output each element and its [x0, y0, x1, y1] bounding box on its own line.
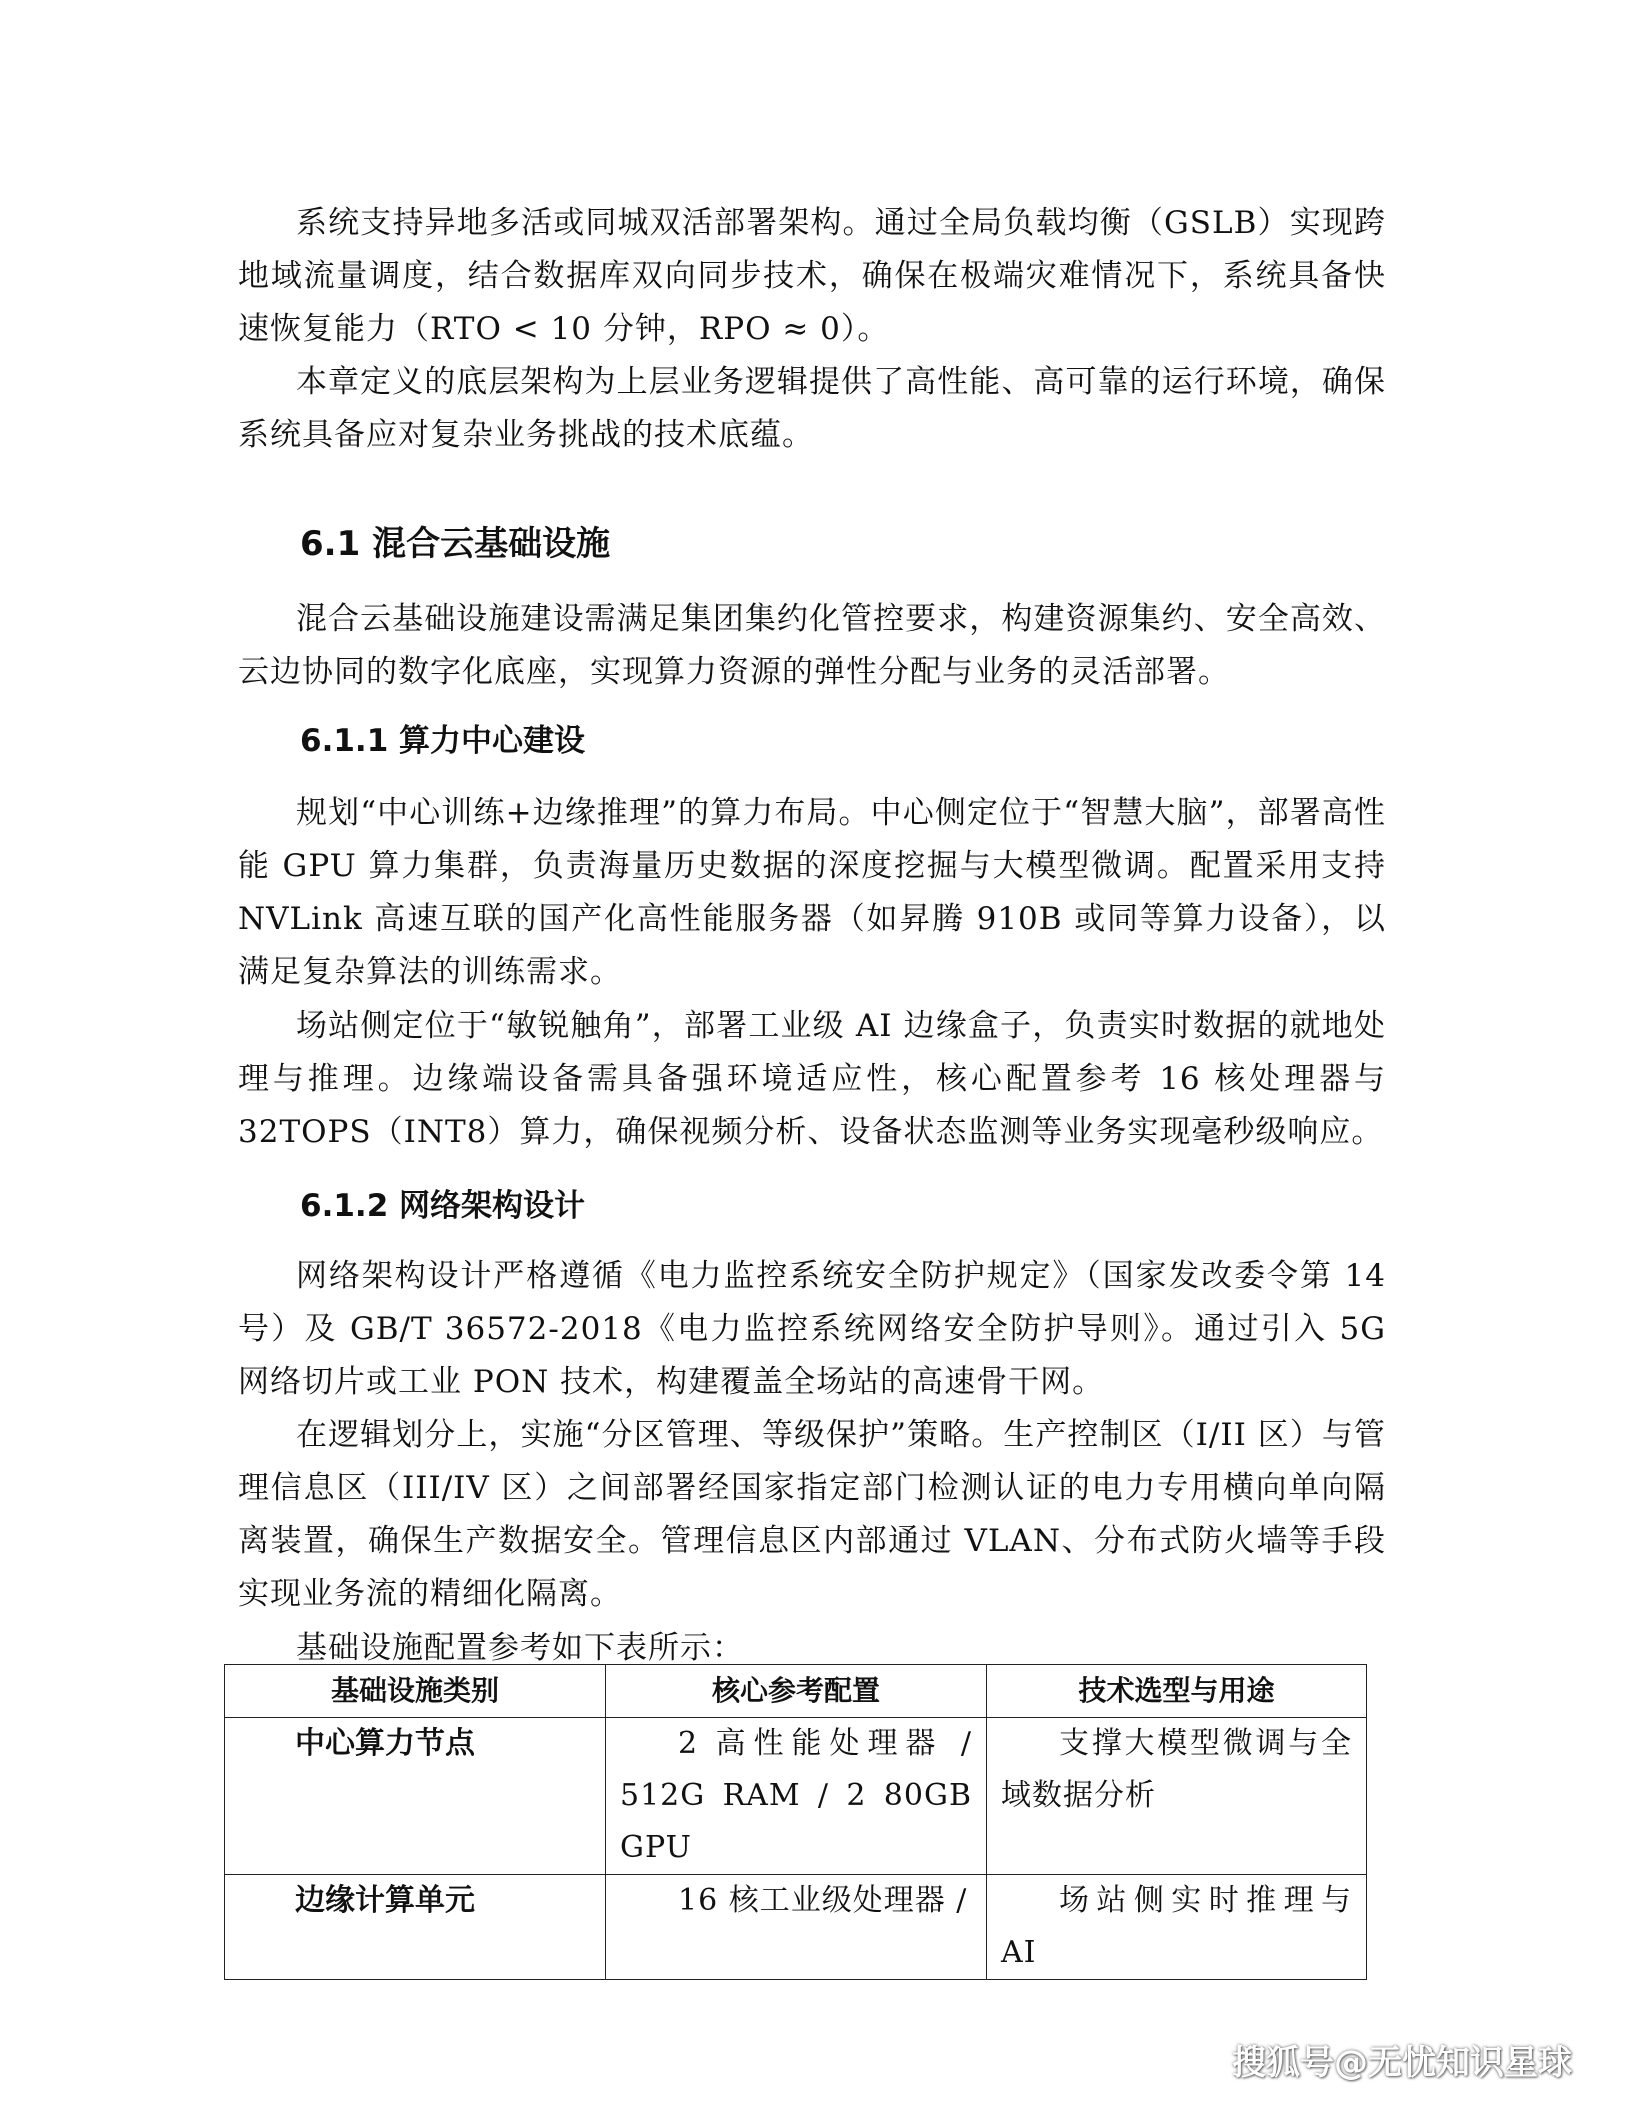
section-heading-6-1-1: 6.1.1 算力中心建设	[300, 723, 586, 759]
paragraph-network-standards: 网络架构设计严格遵循《电力监控系统安全防护规定》（国家发改委令第 14 号）及 GB/T 36572-2018《电力监控系统网络安全防护导则》。通过引入 5G 网络切片或工业 PON 技术，构建覆盖全场站的高速骨干网。	[238, 1258, 1386, 1400]
paragraph-chapter-summary: 本章定义的底层架构为上层业务逻辑提供了高性能、高可靠的运行环境，确保系统具备应对复杂业务挑战的技术底蕴。	[238, 364, 1386, 453]
table-header-cell: 基础设施类别	[225, 1665, 606, 1718]
paragraph-zone-isolation: 在逻辑划分上，实施“分区管理、等级保护”策略。生产控制区（I/II 区）与管理信息区（III/IV 区）之间部署经国家指定部门检测认证的电力专用横向单向隔离装置，确保生产数据安全。管理信息区内部通过 VLAN、分布式防火墙等手段实现业务流的精细化隔离。	[238, 1417, 1386, 1612]
table-header-cell: 核心参考配置	[606, 1665, 987, 1718]
section-heading-6-1-2: 6.1.2 网络架构设计	[300, 1188, 586, 1224]
watermark: 搜狐号@无忧知识星球	[1232, 2043, 1572, 2083]
table-cell-config: 2 高性能处理器 / 512G RAM / 2 80GB GPU	[606, 1718, 987, 1875]
section-heading-6-1: 6.1 混合云基础设施	[300, 524, 611, 564]
table-header-row	[225, 1665, 1367, 1718]
paragraph-compute-center: 规划“中心训练+边缘推理”的算力布局。中心侧定位于“智慧大脑”，部署高性能 GPU 算力集群，负责海量历史数据的深度挖掘与大模型微调。配置采用支持 NVLink 高速互联的国产化高性能服务器（如昇腾 910B 或同等算力设备），以满足复杂算法的训练需求。	[238, 795, 1386, 990]
paragraph-table-intro: 基础设施配置参考如下表所示：	[296, 1630, 744, 1666]
paragraph-disaster-recovery: 系统支持异地多活或同城双活部署架构。通过全局负载均衡（GSLB）实现跨地域流量调度，结合数据库双向同步技术，确保在极端灾难情况下，系统具备快速恢复能力（RTO < 10 分钟，RPO ≈ 0）。	[238, 205, 1386, 347]
table-cell-usage: 场站侧实时推理与 AI	[987, 1875, 1367, 1980]
table-cell-category: 边缘计算单元	[225, 1875, 606, 1980]
table-row	[225, 1875, 1367, 1980]
table-row	[225, 1718, 1367, 1875]
infrastructure-config-table	[224, 1664, 1367, 1980]
table-cell-category: 中心算力节点	[225, 1718, 606, 1875]
table-header-cell: 技术选型与用途	[987, 1665, 1367, 1718]
table-cell-config: 16 核工业级处理器 /	[606, 1875, 987, 1980]
table-cell-usage: 支撑大模型微调与全域数据分析	[987, 1718, 1367, 1875]
paragraph-edge-station: 场站侧定位于“敏锐触角”，部署工业级 AI 边缘盒子，负责实时数据的就地处理与推理。边缘端设备需具备强环境适应性，核心配置参考 16 核处理器与 32TOPS（INT8）算力，确保视频分析、设备状态监测等业务实现毫秒级响应。	[238, 1008, 1386, 1150]
paragraph-hybrid-cloud: 混合云基础设施建设需满足集团集约化管控要求，构建资源集约、安全高效、云边协同的数字化底座，实现算力资源的弹性分配与业务的灵活部署。	[238, 601, 1386, 690]
